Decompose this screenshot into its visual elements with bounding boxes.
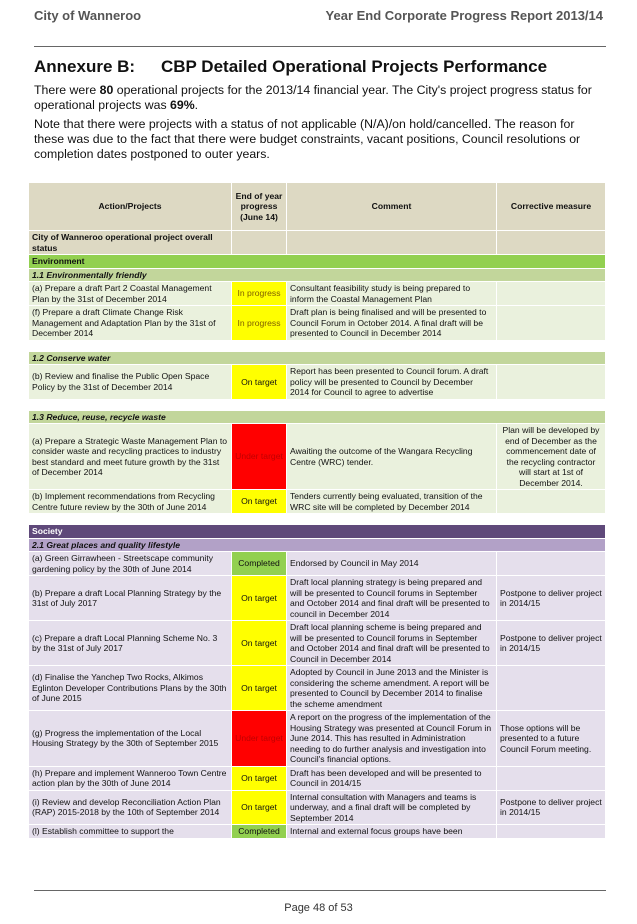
section-label: Environment xyxy=(29,255,606,269)
subsection-row xyxy=(29,410,606,424)
action-cell: (i) Review and develop Reconciliation Action Plan (RAP) 2015-2018 by the 10th of September 2014 xyxy=(29,790,232,825)
status-cell: On target xyxy=(232,576,287,621)
table-row xyxy=(29,825,606,839)
overall-status-label: City of Wanneroo operational project overall status xyxy=(29,231,232,255)
comment-cell: Draft local planning scheme is being prepared and will be presented to Council forums in September and October 2014 and final draft will be presented to Council in December 2014 xyxy=(287,621,497,666)
annex-label: Annexure B: xyxy=(34,57,136,76)
action-cell: (h) Prepare and implement Wanneroo Town Centre action plan by the 30th of June 2014 xyxy=(29,766,232,790)
subsection-label: 2.1 Great places and quality lifestyle xyxy=(29,538,606,552)
status-cell: On target xyxy=(232,666,287,711)
status-cell: On target xyxy=(232,621,287,666)
corrective-cell: Plan will be developed by end of December as the commencement date of the recycling contractor will start at 1st of December 2014. xyxy=(497,424,606,490)
corrective-cell xyxy=(497,365,606,400)
status-cell: In progress xyxy=(232,306,287,341)
table-row xyxy=(29,365,606,400)
action-cell: (l) Establish committee to support the xyxy=(29,825,232,839)
corrective-cell xyxy=(497,825,606,839)
action-cell: (a) Green Girrawheen - Streetscape community gardening policy by the 30th of June 2014 xyxy=(29,552,232,576)
status-cell: On target xyxy=(232,365,287,400)
subsection-label: 1.2 Conserve water xyxy=(29,351,606,365)
subsection-row xyxy=(29,351,606,365)
comment-cell: Endorsed by Council in May 2014 xyxy=(287,552,497,576)
status-cell: Completed xyxy=(232,552,287,576)
corrective-cell xyxy=(497,490,606,514)
comment-cell: Adopted by Council in June 2013 and the Minister is considering the scheme amendment. A report will be presented to Council by December 2014 to finalise the scheme amendment xyxy=(287,666,497,711)
action-cell: (g) Progress the implementation of the Local Housing Strategy by the 30th of September 2015 xyxy=(29,711,232,767)
overall-status-row xyxy=(29,231,606,255)
action-cell: (f) Prepare a draft Climate Change Risk Management and Adaptation Plan by the 31st of December 2014 xyxy=(29,306,232,341)
table-row xyxy=(29,282,606,306)
corrective-cell: Postpone to deliver project in 2014/15 xyxy=(497,576,606,621)
intro-text: There were xyxy=(34,83,100,97)
subsection-row xyxy=(29,538,606,552)
header-comment: Comment xyxy=(287,183,497,231)
project-count: 80 xyxy=(99,83,114,97)
action-cell: (a) Prepare a draft Part 2 Coastal Management Plan by the 31st of December 2014 xyxy=(29,282,232,306)
page-title xyxy=(34,57,548,77)
table-row xyxy=(29,790,606,825)
status-cell: Under target xyxy=(232,424,287,490)
comment-cell: Draft local planning strategy is being prepared and will be presented to Council forums in September and October 2014 and final draft will be presented to council in December 2014 xyxy=(287,576,497,621)
table-row xyxy=(29,576,606,621)
section-environment xyxy=(29,255,606,269)
comment-cell: A report on the progress of the implementation of the Housing Strategy was presented at Council Forum in June 2014. This has resulted in Administration needing to do further analysis and investigation into Council's financial options. xyxy=(287,711,497,767)
table-header-row xyxy=(29,183,606,231)
status-cell: Completed xyxy=(232,825,287,839)
comment-cell: Draft has been developed and will be presented to Council in 2014/15 xyxy=(287,766,497,790)
table-row xyxy=(29,424,606,490)
comment-cell: Tenders currently being evaluated, transition of the WRC site will be completed by December 2014 xyxy=(287,490,497,514)
comment-cell: Internal consultation with Managers and teams is underway, and a final draft will be completed by September 2014 xyxy=(287,790,497,825)
corrective-cell: Postpone to deliver project in 2014/15 xyxy=(497,790,606,825)
table-row xyxy=(29,666,606,711)
action-cell: (c) Prepare a draft Local Planning Scheme No. 3 by the 31st of July 2017 xyxy=(29,621,232,666)
corrective-cell xyxy=(497,766,606,790)
footer-divider xyxy=(34,890,606,891)
status-cell: In progress xyxy=(232,282,287,306)
comment-cell: Draft plan is being finalised and will be presented to Council Forum in October 2014. A final draft will be presented to Council in December 2014 xyxy=(287,306,497,341)
header-org: City of Wanneroo xyxy=(34,8,142,23)
action-cell: (b) Implement recommendations from Recycling Centre future review by the 30th of June 2014 xyxy=(29,490,232,514)
intro-paragraph-2: Note that there were projects with a status of not applicable (N/A)/on hold/cancelled. The reason for these was due to the fact that there were budget constraints, vacant positions, Council resolutions or completion dates postponed to outer years. xyxy=(34,117,581,161)
status-cell: On target xyxy=(232,766,287,790)
action-cell: (a) Prepare a Strategic Waste Management Plan to consider waste and recycling practices to industry best standard and meet future growth by the 31st of December 2014 xyxy=(29,424,232,490)
table-row xyxy=(29,306,606,341)
status-cell: Under target xyxy=(232,711,287,767)
table-row xyxy=(29,552,606,576)
comment-cell: Internal and external focus groups have been xyxy=(287,825,497,839)
action-cell: (b) Prepare a draft Local Planning Strategy by the 31st of July 2017 xyxy=(29,576,232,621)
action-cell: (d) Finalise the Yanchep Two Rocks, Alkimos Eglinton Developer Contributions Plans by the 30th of June 2015 xyxy=(29,666,232,711)
progress-percent: 69% xyxy=(170,98,195,112)
section-society xyxy=(29,525,606,539)
subsection-label: 1.3 Reduce, reuse, recycle waste xyxy=(29,410,606,424)
header-progress: End of year progress (June 14) xyxy=(232,183,287,231)
intro-text: operational projects for the 2013/14 financial year. The City's project progress status for operational projects was xyxy=(34,83,592,112)
intro-paragraph-1 xyxy=(34,83,606,113)
table-row xyxy=(29,766,606,790)
annex-title: CBP Detailed Operational Projects Performance xyxy=(161,57,548,76)
projects-table xyxy=(28,182,606,839)
status-cell: On target xyxy=(232,490,287,514)
header-action: Action/Projects xyxy=(29,183,232,231)
comment-cell: Consultant feasibility study is being prepared to inform the Coastal Management Plan xyxy=(287,282,497,306)
subsection-label: 1.1 Environmentally friendly xyxy=(29,268,606,282)
table-row xyxy=(29,490,606,514)
corrective-cell xyxy=(497,552,606,576)
intro-text: . xyxy=(194,98,199,112)
header-report-title: Year End Corporate Progress Report 2013/14 xyxy=(325,8,603,23)
corrective-cell: Postpone to deliver project in 2014/15 xyxy=(497,621,606,666)
corrective-cell xyxy=(497,282,606,306)
status-cell: On target xyxy=(232,790,287,825)
section-label: Society xyxy=(29,525,606,539)
subsection-row xyxy=(29,268,606,282)
action-cell: (b) Review and finalise the Public Open Space Policy by the 31st of December 2014 xyxy=(29,365,232,400)
table-row xyxy=(29,621,606,666)
table-row xyxy=(29,711,606,767)
corrective-cell xyxy=(497,666,606,711)
page-header xyxy=(34,8,603,30)
corrective-cell: Those options will be presented to a future Council Forum meeting. xyxy=(497,711,606,767)
header-divider xyxy=(34,46,606,47)
header-corrective: Corrective measure xyxy=(497,183,606,231)
page-number: Page 48 of 53 xyxy=(284,902,353,914)
comment-cell: Awaiting the outcome of the Wangara Recycling Centre (WRC) tender. xyxy=(287,424,497,490)
corrective-cell xyxy=(497,306,606,341)
comment-cell: Report has been presented to Council forum. A draft policy will be presented to Council by December 2014 for Council to agree to advertise xyxy=(287,365,497,400)
